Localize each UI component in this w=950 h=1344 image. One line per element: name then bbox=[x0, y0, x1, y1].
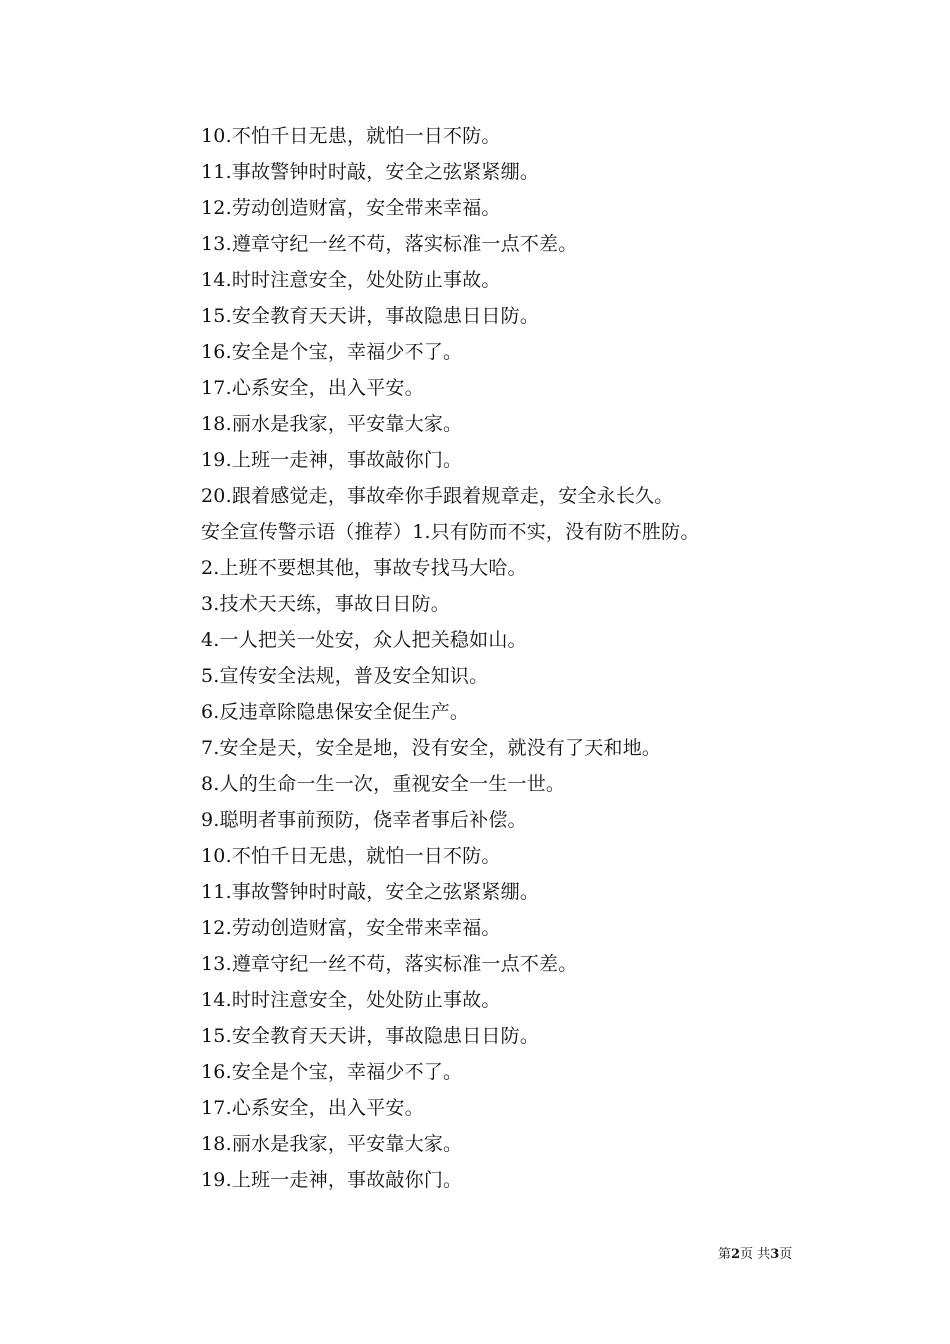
footer-middle: 页 共 bbox=[740, 1247, 771, 1262]
total-page-number: 3 bbox=[770, 1247, 780, 1262]
text-line: 5.宣传安全法规，普及安全知识。 bbox=[201, 665, 489, 687]
text-line: 19.上班一走神，事故敲你门。 bbox=[201, 449, 463, 471]
text-line: 17.心系安全，出入平安。 bbox=[201, 1097, 424, 1119]
text-line: 3.技术天天练，事故日日防。 bbox=[201, 593, 450, 615]
text-line: 13.遵章守纪一丝不苟，落实标准一点不差。 bbox=[201, 233, 578, 255]
text-line: 15.安全教育天天讲，事故隐患日日防。 bbox=[201, 1025, 540, 1047]
text-line: 18.丽水是我家，平安靠大家。 bbox=[201, 413, 463, 435]
text-line: 11.事故警钟时时敲，安全之弦紧紧绷。 bbox=[201, 161, 540, 183]
footer-prefix: 第 bbox=[718, 1247, 732, 1262]
text-line: 4.一人把关一处安，众人把关稳如山。 bbox=[201, 629, 527, 651]
current-page-number: 2 bbox=[731, 1247, 741, 1262]
text-line: 10.不怕千日无患，就怕一日不防。 bbox=[201, 845, 501, 867]
text-line: 6.反违章除隐患保安全促生产。 bbox=[201, 701, 470, 723]
text-line: 11.事故警钟时时敲，安全之弦紧紧绷。 bbox=[201, 881, 540, 903]
text-line: 18.丽水是我家，平安靠大家。 bbox=[201, 1133, 463, 1155]
text-line: 14.时时注意安全，处处防止事故。 bbox=[201, 269, 501, 291]
text-line: 8.人的生命一生一次，重视安全一生一世。 bbox=[201, 773, 566, 795]
text-line: 10.不怕千日无患，就怕一日不防。 bbox=[201, 125, 501, 147]
page-footer bbox=[718, 1246, 792, 1264]
text-line: 12.劳动创造财富，安全带来幸福。 bbox=[201, 917, 501, 939]
text-line: 9.聪明者事前预防，侥幸者事后补偿。 bbox=[201, 809, 527, 831]
document-body bbox=[201, 118, 821, 1198]
text-line: 15.安全教育天天讲，事故隐患日日防。 bbox=[201, 305, 540, 327]
text-line: 19.上班一走神，事故敲你门。 bbox=[201, 1169, 463, 1191]
text-line: 16.安全是个宝，幸福少不了。 bbox=[201, 1061, 463, 1083]
text-line: 13.遵章守纪一丝不苟，落实标准一点不差。 bbox=[201, 953, 578, 975]
text-line: 17.心系安全，出入平安。 bbox=[201, 377, 424, 399]
text-line: 7.安全是天，安全是地，没有安全，就没有了天和地。 bbox=[201, 737, 662, 759]
text-line: 20.跟着感觉走，事故牵你手跟着规章走，安全永长久。 bbox=[201, 485, 674, 507]
text-line: 14.时时注意安全，处处防止事故。 bbox=[201, 989, 501, 1011]
text-line: 12.劳动创造财富，安全带来幸福。 bbox=[201, 197, 501, 219]
text-line: 2.上班不要想其他，事故专找马大哈。 bbox=[201, 557, 527, 579]
section-heading-line: 安全宣传警示语（推荐）1.只有防而不实，没有防不胜防。 bbox=[201, 521, 700, 543]
footer-suffix: 页 bbox=[779, 1247, 793, 1262]
text-line: 16.安全是个宝，幸福少不了。 bbox=[201, 341, 463, 363]
